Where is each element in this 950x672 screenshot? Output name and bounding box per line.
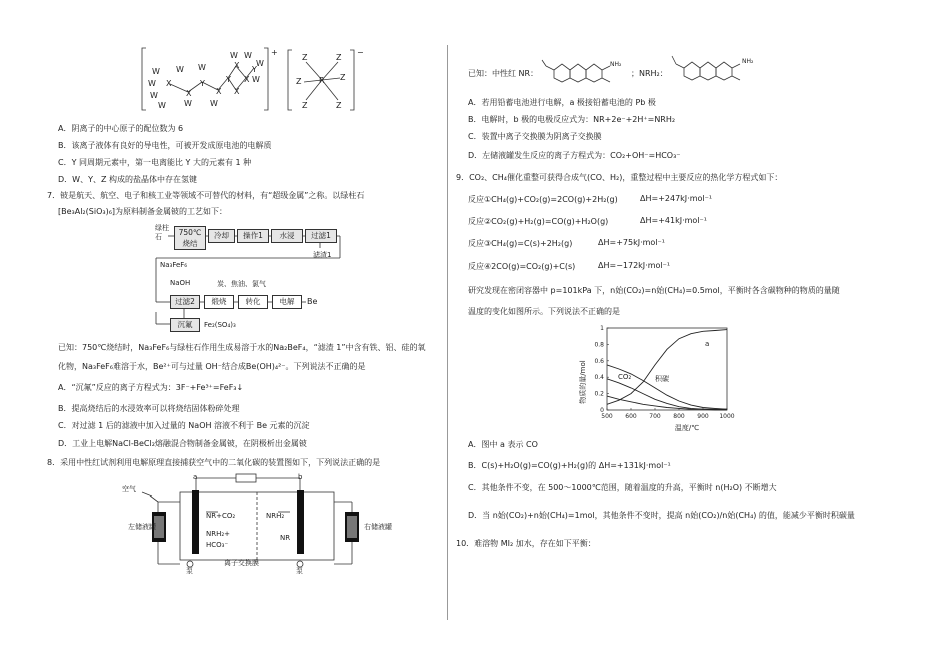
chart-x-tick-label: 500 bbox=[601, 413, 613, 420]
electrolysis-apparatus bbox=[140, 472, 380, 578]
nr-known-prefix: 已知：中性红 NR： bbox=[468, 69, 539, 78]
q7-known-formula: Be(OH)₄²⁻ bbox=[245, 362, 286, 371]
chart-y-tick-label: 0.6 bbox=[594, 357, 604, 365]
nrh2-known-prefix: ；NRH₂： bbox=[631, 69, 668, 78]
chart-annotation-a: a bbox=[705, 340, 710, 348]
w-label: W bbox=[230, 51, 238, 60]
q8-option-b: B．电解时，b 极的电极反应式为：NR+2e⁻+2H⁺=NRH₂ bbox=[468, 115, 676, 124]
q7-known-text: 与绿柱石作用生成易溶于水的 bbox=[169, 343, 274, 352]
left-tank-label: 左储液罐 bbox=[128, 523, 156, 531]
w-label: W bbox=[148, 79, 156, 88]
flow-defluoride-box: 沉氟 bbox=[170, 318, 200, 332]
z-label: Z bbox=[302, 53, 308, 62]
charge-plus: + bbox=[271, 48, 278, 57]
left-bot-species: HCO₃⁻ bbox=[206, 541, 229, 549]
ionic-liquid-structure bbox=[140, 46, 365, 114]
chart-annotation-co2: CO₂ bbox=[618, 373, 632, 381]
x-label: X bbox=[244, 75, 250, 84]
left-mid-species: NRH₂+ bbox=[206, 530, 231, 538]
reaction-2: 反应②CO₂(g)+H₂(g)=CO(g)+H₂O(g) bbox=[468, 217, 609, 226]
flow-naoh-label: NaOH bbox=[170, 279, 191, 287]
w-label: W bbox=[152, 67, 160, 76]
pump-left-label: 泵 bbox=[186, 567, 193, 575]
q7-option-a-formula: 3F⁻+Fe³⁺=FeF₃↓ bbox=[175, 383, 244, 392]
reaction-3: 反应③CH₄(g)=C(s)+2H₂(g) bbox=[468, 239, 573, 248]
q7-option-d-text: D．工业上电解 bbox=[58, 439, 113, 448]
q7-stem-rest: 为原料制备金属铍的工艺如下： bbox=[115, 207, 228, 216]
q7-option-d-text: 熔融混合物制备金属铍，在阴极析出金属铍 bbox=[154, 439, 307, 448]
nh2-label: NH₂ bbox=[610, 61, 622, 68]
w-label: W bbox=[198, 63, 206, 72]
q7-formula: [Be₃Al₂(SiO₃)₆] bbox=[58, 207, 116, 216]
q7-known-formula: Na₃FeF₆ bbox=[82, 362, 113, 371]
q7-known-formula: Na₃FeF₆ bbox=[138, 343, 170, 352]
z-label: Z bbox=[296, 77, 302, 86]
chart-series-line-2 bbox=[607, 379, 727, 409]
q7-known-formula: Na₂BeF₄ bbox=[273, 343, 306, 352]
chart-x-tick-label: 800 bbox=[673, 413, 685, 420]
enthalpy-2: ΔH=+41kJ·mol⁻¹ bbox=[640, 216, 707, 225]
reaction-4: 反应④2CO(g)=CO₂(g)+C(s) bbox=[468, 262, 576, 271]
enthalpy-4: ΔH=−172kJ·mol⁻¹ bbox=[598, 261, 671, 270]
chart-annotation-coke: 积碳 bbox=[655, 375, 669, 383]
x-label: X bbox=[186, 89, 192, 98]
q7-known-line2 bbox=[58, 361, 366, 372]
q6-option-d: D．W、Y、Z 构成的盐晶体中存在氢键 bbox=[58, 175, 197, 184]
z-label: Z bbox=[340, 73, 346, 82]
z-label: Z bbox=[336, 101, 342, 110]
w-label: W bbox=[256, 59, 264, 68]
q7-option-d-formula: NaCl-BeCl₂ bbox=[112, 439, 155, 448]
electrode-a-label: a bbox=[193, 473, 198, 481]
w-label: W bbox=[184, 99, 192, 108]
chart-x-tick-label: 700 bbox=[649, 413, 661, 420]
y-label: Y bbox=[252, 65, 257, 74]
flow-na3fef6-label: Na₃FeF₆ bbox=[160, 261, 188, 269]
charge-minus: − bbox=[357, 48, 364, 57]
z-label: Z bbox=[302, 101, 308, 110]
w-label: W bbox=[176, 65, 184, 74]
q6-option-a: A．阴离子的中心原子的配位数为 6 bbox=[58, 124, 184, 133]
q7-option-b: B．提高烧结后的水浸效率可以将烧结固体粉碎处理 bbox=[58, 404, 240, 413]
q8-option-c: C．装置中离子交换膜为阴离子交换膜 bbox=[468, 132, 602, 141]
right-top-species: NRH₂ bbox=[266, 512, 285, 520]
flow-reagents-label: 炭、焦油、氯气 bbox=[217, 280, 266, 288]
membrane-label: 离子交换膜 bbox=[224, 559, 259, 567]
q7-known-formula: Be²⁺ bbox=[153, 362, 171, 371]
q9-condition-line1: 研究发现在密闭容器中 p=101kPa 下，n始(CO₂)=n始(CH₄)=0.5mol，平衡时各含碳物种的物质的量随 bbox=[468, 286, 840, 295]
reaction-1: 反应①CH₄(g)+CO₂(g)=2CO(g)+2H₂(g) bbox=[468, 195, 618, 204]
q7-known-text: 。下列说法不正确的是 bbox=[285, 362, 366, 371]
q7-known-text: 化物， bbox=[58, 362, 82, 371]
electrode-b-label: b bbox=[298, 473, 303, 481]
w-label: W bbox=[158, 101, 166, 110]
q8-option-d: D．左储液罐发生反应的离子方程式为：CO₂+OH⁻=HCO₃⁻ bbox=[468, 151, 681, 160]
chart-y-tick-label: 1 bbox=[600, 325, 604, 332]
left-top-species: NR+CO₂ bbox=[206, 512, 236, 520]
q10-stem: 10．难溶物 MI₂ 加水，存在如下平衡： bbox=[456, 539, 596, 548]
q7-stem-line1: 7．铍是航天、航空、电子和核工业等领域不可替代的材料，有“超级金属”之称。以绿柱石 bbox=[47, 191, 365, 200]
r-label: R bbox=[319, 76, 325, 85]
nh2-label: NH₂ bbox=[742, 58, 754, 65]
flow-calcine-box: 煅烧 bbox=[204, 295, 234, 309]
x-label: X bbox=[166, 79, 172, 88]
flow-electrolysis-box: 电解 bbox=[272, 295, 302, 309]
q6-option-b: B．该离子液体有良好的导电性，可被开发成原电池的电解质 bbox=[58, 141, 272, 150]
chart-x-tick-label: 900 bbox=[697, 413, 709, 420]
column-divider bbox=[447, 45, 448, 620]
w-label: W bbox=[252, 75, 260, 84]
q6-option-c: C．Y 同周期元素中，第一电离能比 Y 大的元素有 1 种 bbox=[58, 158, 252, 167]
q9-option-d: D．当 n始(CO₂)+n始(CH₄)=1mol，其他条件不变时，提高 n始(CO₂)/n始(CH₄) 的值，能减少平衡时积碳量 bbox=[468, 511, 855, 520]
flow-cool-box: 冷却 bbox=[208, 229, 235, 243]
z-label: Z bbox=[336, 53, 342, 62]
right-tank-label: 右储液罐 bbox=[364, 523, 392, 531]
q7-known-line1 bbox=[58, 342, 426, 353]
w-label: W bbox=[244, 51, 252, 60]
chart-series-line-3 bbox=[607, 365, 727, 409]
q9-option-b: B．C(s)+H₂O(g)=CO(g)+H₂(g)的 ΔH=+131kJ·mol⁻¹ bbox=[468, 461, 671, 470]
x-label: X bbox=[234, 87, 240, 96]
chart-y-tick-label: 0.2 bbox=[594, 390, 604, 398]
x-label: X bbox=[234, 61, 240, 70]
q9-condition-line2: 温度的变化如图所示。下列说法不正确的是 bbox=[468, 307, 620, 316]
y-label: Y bbox=[200, 79, 205, 88]
flow-be-product: Be bbox=[307, 297, 318, 306]
flow-sinter-box: 750℃烧结 bbox=[174, 226, 206, 250]
q8-stem: 8．采用中性红试剂利用电解原理直接捕获空气中的二氧化碳的装置图如下，下列说法正确的是 bbox=[47, 458, 381, 467]
q7-known-text: 难溶于水， bbox=[113, 362, 153, 371]
equilibrium-chart bbox=[575, 322, 755, 434]
q7-option-a-text: A．“沉氟”反应的离子方程式为： bbox=[58, 383, 176, 392]
x-label: X bbox=[216, 87, 222, 96]
w-label: W bbox=[150, 91, 158, 100]
q7-option-c: C．对过滤 1 后的滤液中加入过量的 NaOH 溶液不利于 Be 元素的沉淀 bbox=[58, 421, 310, 430]
flow-green-beryl: 绿柱石 bbox=[155, 224, 169, 241]
nrh2-structure bbox=[668, 48, 768, 88]
q7-option-a bbox=[58, 382, 243, 393]
flow-op1-box: 操作1 bbox=[237, 229, 269, 243]
flow-convert-box: 转化 bbox=[238, 295, 268, 309]
q7-stem-line2 bbox=[58, 206, 227, 217]
q9-option-c: C．其他条件不变，在 500～1000℃范围，随着温度的升高，平衡时 n(H₂O) 不断增大 bbox=[468, 483, 777, 492]
q7-known-text: 已知：750℃烧结时， bbox=[58, 343, 139, 352]
chart-y-tick-label: 0 bbox=[600, 407, 604, 414]
chart-x-tick-label: 1000 bbox=[719, 413, 735, 420]
enthalpy-1: ΔH=+247kJ·mol⁻¹ bbox=[640, 194, 713, 203]
air-label: 空气 bbox=[122, 485, 136, 493]
chart-x-tick-label: 600 bbox=[625, 413, 637, 420]
chart-y-tick-label: 0.4 bbox=[594, 374, 604, 382]
flow-filter2-box: 过滤2 bbox=[170, 295, 200, 309]
q7-known-text: 可与过量 OH⁻结合成 bbox=[170, 362, 246, 371]
y-label: Y bbox=[226, 75, 231, 84]
q9-stem: 9．CO₂、CH₄催化重整可获得合成气(CO、H₂)，重整过程中主要反应的热化学方程式如下： bbox=[456, 173, 783, 182]
right-bot-species: NR bbox=[280, 534, 291, 542]
w-label: W bbox=[210, 99, 218, 108]
q7-known-text: ，“滤渣 1”中含有铁、铝、硅的氧 bbox=[305, 343, 426, 352]
chart-x-axis-label: 温度/℃ bbox=[674, 424, 700, 432]
chart-y-axis-label: 物质的量/mol bbox=[579, 360, 587, 404]
nr-structure bbox=[540, 52, 620, 88]
flow-filter1-box: 过滤1 bbox=[305, 229, 337, 243]
pump-right-label: 泵 bbox=[296, 567, 303, 575]
q9-option-a: A．图中 a 表示 CO bbox=[468, 440, 538, 449]
q8-option-a: A．若用铅蓄电池进行电解，a 极接铅蓄电池的 Pb 极 bbox=[468, 98, 656, 107]
q7-option-d bbox=[58, 438, 307, 449]
flow-water-box: 水浸 bbox=[271, 229, 303, 243]
flow-fe2so43-label: Fe₂(SO₄)₃ bbox=[204, 321, 236, 329]
chart-y-tick-label: 0.8 bbox=[594, 341, 604, 349]
enthalpy-3: ΔH=+75kJ·mol⁻¹ bbox=[598, 238, 665, 247]
flow-residue-label: 滤渣1 bbox=[313, 251, 332, 259]
